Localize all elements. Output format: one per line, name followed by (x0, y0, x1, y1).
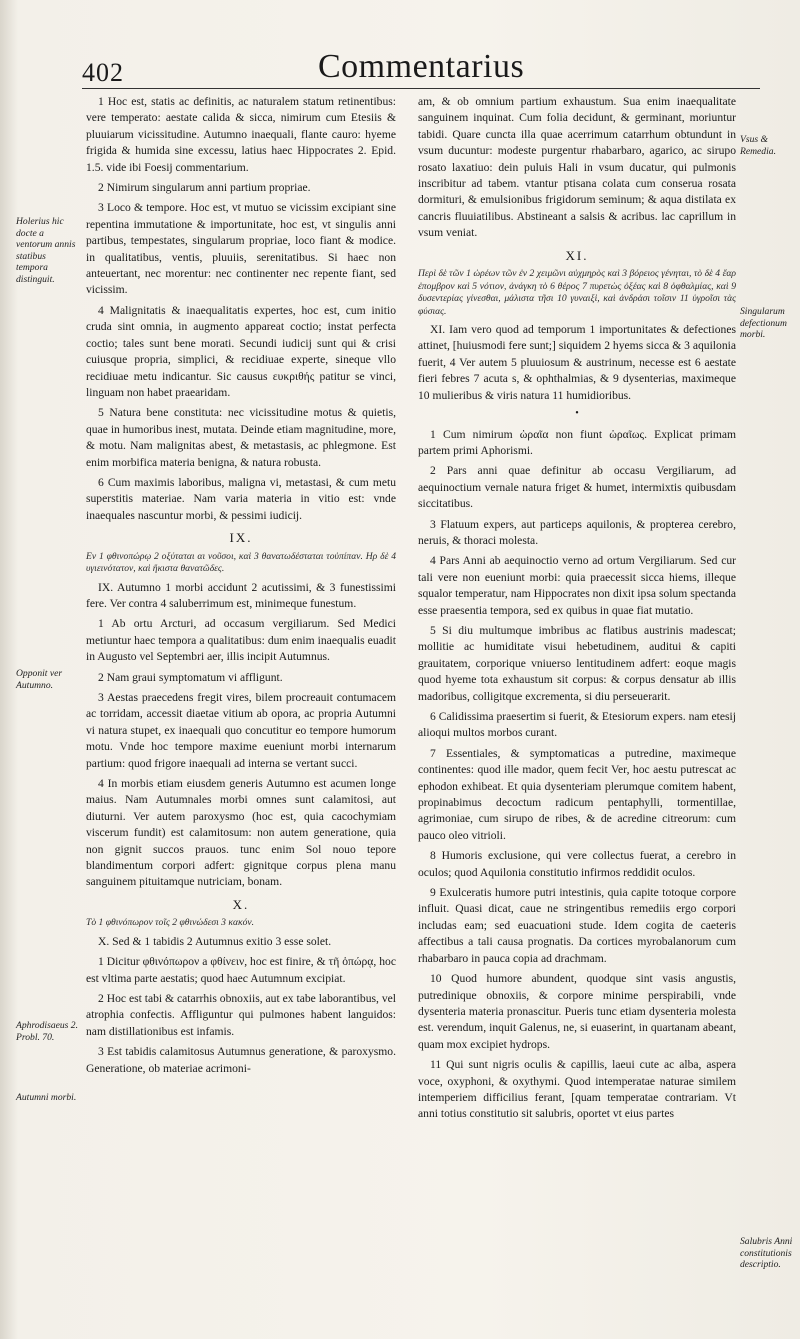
margin-note-aphrodisaeus: Aphrodisaeus 2. Probl. 70. (16, 1020, 79, 1043)
margin-note-singularum: Singularum defectionum morbi. (740, 306, 787, 340)
paragraph: 3 Flatuum expers, aut particeps aquilonis, & propterea cerebro, neruis, & thoraci molesta. (418, 517, 736, 547)
paragraph: 3 Est tabidis calamitosus Autumnus generatione, & paroxysmo. Generatione, ob materiae acrimoni- (86, 1045, 396, 1075)
paragraph: 4 Malignitatis & inaequalitatis expertes, hoc est, cum initio cruda sint omnia, in augmento appareat coctio; instat perfecta coctio; tales sunt bene morati. Secundi iudicij sunt qui & crisi cuiusque propria, simplici, & recidiuae experte, sineque vllo recidiuae metu indicantur. Sic causus ευκριθής patitur se vinci, linguam non habet praearidam. (86, 303, 396, 399)
aphorism-xi-latin: XI. Iam vero quod ad temporum 1 importunitates & defectiones attinet, [huiusmodi fere sunt;] siquidem 2 hyems sicca & 3 aquilonia fuerit, 4 Ver autem 5 pluuiosum & austrinum, necesse est 6 aestate fieri febres 7 acuta s, & ophthalmias, & 9 dysenterias, maximeque 10 mulieribus & viris natura 11 humidioribus. (418, 323, 736, 402)
paragraph: 2 Nam graui symptomatum vi affligunt. (98, 670, 283, 684)
paragraph: 3 Aestas praecedens fregit vires, bilem procreauit contumacem ac torridam, accessit diaetae vitium ab opora, ac propria Autumni vi natura stupet, ex inaequali quo concutitur eo tempore humorum motu. Vnde hoc tempore maxime eueniunt morbi internarum partium: quod frigore inaequali ad interna se vertant succi. (86, 691, 396, 770)
margin-note-hollerius: Holerius hic docte a ventorum annis statibus tempora distinguit. (16, 216, 76, 285)
section-number-ix: IX. (229, 530, 253, 546)
aphorism-x-latin: X. Sed & 1 tabidis 2 Autumnus exitio 3 esse solet. (98, 934, 332, 948)
margin-note-salubris: Salubris Anni constitutionis descriptio. (740, 1236, 793, 1270)
header-rule (82, 88, 760, 89)
running-title: Commentarius (318, 48, 525, 85)
paragraph: 5 Si diu multumque imbribus ac flatibus austrinis madescat; mollitie ac humiditate visui hebetudinem, auditui & capiti grauitatem, corporique vniuerso lentitudinem adfert: eoque magis quod hyeme tota exhaustum sit corpus: & corpus densatur ab illis madoribus, colligitque excrementa, si diu perseuerarit. (418, 623, 736, 703)
right-column (418, 94, 736, 1127)
paragraph: 10 Quod humore abundent, quodque sint vasis angustis, putredinique obnoxiis, & corpore minime perspirabili, vnde dysenteria materia pronascitur. Pueris tunc etiam dysenteria molesta est. verendum, inquit Galenus, ne, si euaserint, in quartanam abeant, quam mox excipiet hydrops. (418, 972, 736, 1051)
greek-aphorism-x: Τὸ 1 φθινόπωρον τοῖς 2 φθινώδεσι 3 κακόν. (86, 917, 255, 929)
ornament-dot: • (575, 408, 579, 420)
paragraph: 2 Hoc est tabi & catarrhis obnoxiis, aut ex tabe laborantibus, vel atrophia confectis. Affliguntur qui pulmones habent languidos: nam distillationibus est infamis. (86, 992, 396, 1038)
paragraph: 8 Humoris exclusione, qui vere collectus fuerat, a cerebro in oculos; quod Aquilonia constitutio infirmos reddidit oculos. (418, 849, 736, 879)
paragraph: 9 Exulceratis humore putri intestinis, quia capite totoque corpore influit. Quasi dicat, caue ne stringentibus remediis ergo corpori includas eam; sed euacuationi stude. Idem cogita de caeteris affectibus a tali causa prognatis. Da cortices myrobalanorum cum rhabarbaro in pauca copia ad drachmam. (418, 886, 736, 965)
greek-aphorism-xi: Περὶ δὲ τῶν 1 ὡρέων τῶν ἐν 2 χειμῶνι αὐχμηρὸς καὶ 3 βόρειος γένηται, τὸ δὲ 4 ἔαρ ἐπομβρον καὶ 5 νότιον, ἀνάγκη τὸ 6 θέρος 7 πυρετὼς ὀξέας καὶ 8 ὀφθαλμίας, καὶ 9 δυσεντερίας γίνεσθαι, μάλιστα τῆσι 10 γυναιξὶ, καὶ ἀνδράσι τοῖσιν 11 ὑγροῖσι τὰς φύσιας. (418, 268, 736, 317)
paragraph: 4 In morbis etiam eiusdem generis Autumno est acumen longe maius. Nam Autumnales morbi omnes sunt calamitosi, aut diuturni. Ver autem paroxysmo (hoc est, quia cacochymiam viscerum fundit) est calamitosum: non autem generatione, quia non gignit succos prauos. tunc enim Sol nouo tepore blandimentum corpori adfert: gignitque corpus plena manu sanguinem pituitamque nutriciam, bonam. (86, 777, 396, 889)
section-number-xi: XI. (565, 247, 589, 263)
margin-note-autumni: Autumni morbi. (16, 1092, 77, 1103)
paragraph: 7 Essentiales, & symptomaticas a putredine, maximeque continentes: quod ille mador, quem fecit Ver, hoc aestu putrescat ac ephodon exhibeat. Et quia dysenteriam plerumque comitem habent, propinabimus decoctum radicum pentaphylli, tormentillae, agrimoniae, cum sirupo de ribes, & de acredine citreorum: cum pauco oleo vitrioli. (418, 746, 736, 842)
paragraph: 2 Nimirum singularum anni partium propriae. (98, 181, 311, 195)
paragraph: 3 Loco & tempore. Hoc est, vt mutuo se vicissim excipiant sine repentina immutatione & importunitate, hoc est, vt singulis anni partibus, tempestates, singularum propriae, loco fiant & modice. in qualitatibus, ventis, pluuiis, serenitatibus. Si haec non anteuertant, nec morentur: nec continenter nec repente fiant, sed vicissim. (86, 201, 396, 297)
margin-note-opponit: Opponit ver Autumno. (16, 668, 63, 691)
paragraph: 1 Cum nimirum ὡραῖα non fiunt ὡραῖως. Explicat primam partem primi Aphorismi. (418, 427, 736, 457)
paragraph: 1 Ab ortu Arcturi, ad occasum vergiliarum. Sed Medici metiuntur haec tempora a qualitatibus: dum enim inaequalis euadit in Augusto vel Septembri aer, illis incipit Autumnus. (86, 617, 396, 664)
paragraph: 2 Pars anni quae definitur ab occasu Vergiliarum, ad aequinoctium vernale natura friget & humet, intermixtis quibusdam siccitatibus. (418, 464, 736, 511)
paragraph: 6 Calidissima praesertim si fuerit, & Etesiorum expers. nam etesij alioqui multos morbos curant. (418, 710, 736, 740)
paragraph: 6 Cum maximis laboribus, maligna vi, metastasi, & cum metu superstitis materiae. Nam varia materia in vitio est: vnde inaequales nascuntur morbi, & pessimi iudicij. (86, 475, 396, 522)
greek-aphorism-ix: Εν 1 φθινοπώρῳ 2 οξύταται αι νοῦσοι, καὶ 3 θανατωδέσταται τοὐπίπαν. Ηρ δὲ 4 υγιεινότατον, καὶ ἥκιστα θανατῶδες. (86, 550, 396, 575)
margin-note-usus: Vsus & Remedia. (740, 134, 776, 157)
section-number-x: X. (232, 896, 250, 912)
paragraph: 4 Pars Anni ab aequinoctio verno ad ortum Vergiliarum. Sed cur tali vere non eueniunt morbi: quia praecessit sicca hiems, illeque squalor temperatur, nam Hippocrates non dixit ipsa solum spectanda esse praesentia tempora, sed ex quibus in quae fiat mutatio. (418, 554, 736, 617)
paragraph: 11 Qui sunt nigris oculis & capillis, laeui cute ac alba, aspera voce, oxyphoni, & oxythymi. Quod intemperatae naturae similem intemperiem difficilius ferant, [quam temperatae contrariam. Vt anni totius constitutio sit salubris, oportet vt eius partes (418, 1058, 736, 1121)
left-column (86, 94, 396, 1081)
paragraph: 1 Dicitur φθινόπωρον a φθίνειν, hoc est finire, & τῆ ὀπώρᾳ, hoc est vltima parte aestatis; quod haec Autumnum excipiat. (86, 955, 396, 985)
aphorism-ix-latin: IX. Autumno 1 morbi accidunt 2 acutissimi, & 3 funestissimi fere. Ver contra 4 saluberrimum est, minimeque funestum. (86, 580, 396, 610)
page-number: 402 (82, 58, 124, 87)
paragraph: 5 Natura bene constituta: nec vicissitudine motus & quietis, quae in humoribus inest, mutata. Deinde etiam magnitudine, more, & motu. Nam malignitas abest, & metastasis, ac phlegmone. Est enim morbifica materia benigna, & natura robusta. (86, 406, 396, 469)
paragraph: am, & ob omnium partium exhaustum. Sua enim inaequalitate sanguinem inquinat. Cum folia decidunt, & germinant, moriuntur tabidi. Quare cuncta illa quae acerrimum catarrhum obtundunt in vsum ducuntur: modeste purgentur rhabarbaro, agarico, ac sirupo rosato laxatiuo: dein puluis Hali in vsum ducatur, qui pulmonis inscribitur ad tabem. vtantur ptisana colata cum conserua rosata dormituri, & emulsionibus frigidorum seminum; & aqua distilata ex cancris fluuiatilibus. Abstineant a salsis & acribus. lac caprillum in vsum veniat. (418, 95, 736, 240)
paragraph: 1 Hoc est, statis ac definitis, ac naturalem statum retinentibus: vere temperato: aestate calida & sicca, nimirum cum Etesiis & pluuiarum vicissitudine. Autumno inaequali, flante cauro: hyeme frigida & humida sine excessu, latius haec Hippocrates 2. Epid. 1.5. vide ibi Foesij commentarium. (86, 95, 396, 174)
